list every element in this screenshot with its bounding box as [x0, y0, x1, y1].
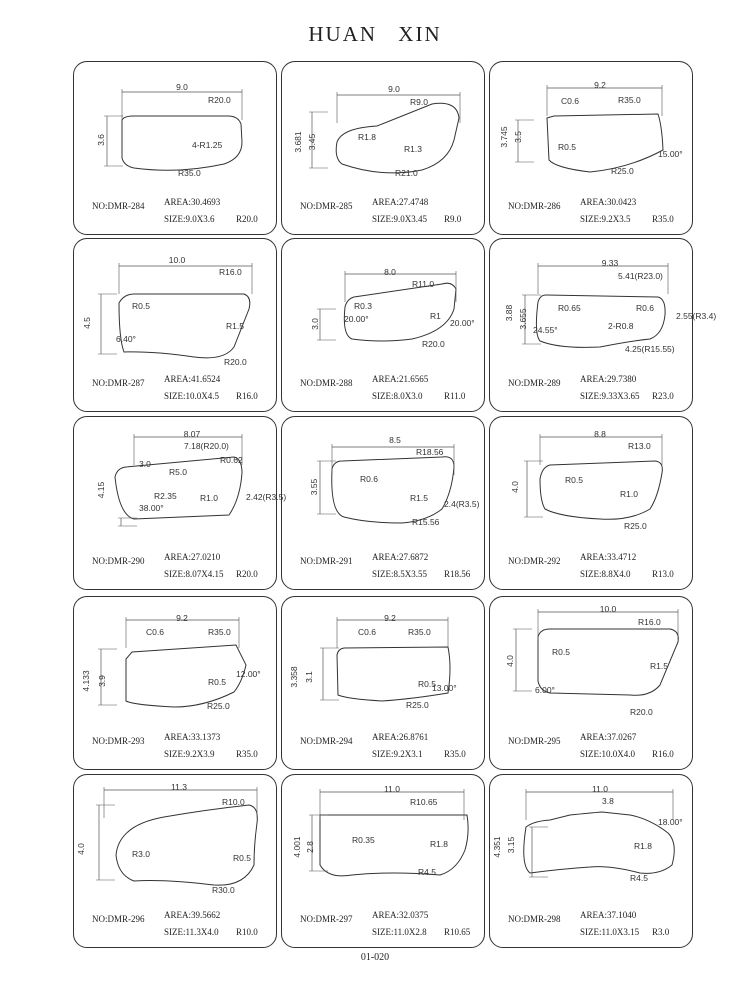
part-radius: R9.0 — [444, 214, 462, 224]
part-radius: R11.0 — [444, 391, 466, 401]
part-card — [73, 238, 277, 412]
dimension-label: 20.00° — [450, 318, 475, 328]
dimension-label: 3.88 — [504, 304, 514, 322]
dimension-label: R20.0 — [630, 707, 653, 717]
dimension-label: 4.0 — [510, 481, 520, 493]
part-number: NO:DMR-293 — [92, 736, 145, 746]
part-card — [73, 774, 277, 948]
part-outline — [126, 645, 246, 707]
dimension-label: 6.00° — [535, 685, 555, 695]
part-number: NO:DMR-290 — [92, 556, 145, 566]
part-size: SIZE:8.8X4.0 — [580, 569, 631, 579]
part-drawing — [282, 62, 486, 192]
dimension-label: 24.55° — [533, 325, 558, 335]
dimension-label: 9.33 — [601, 258, 619, 268]
part-radius: R23.0 — [652, 391, 674, 401]
part-card — [489, 61, 693, 235]
dimension-label: 3.681 — [293, 131, 303, 153]
dimension-label: R1 — [430, 311, 441, 321]
part-radius: R20.0 — [236, 214, 258, 224]
dimension-label: 3.655 — [518, 308, 528, 330]
part-drawing — [282, 417, 486, 547]
part-area: AREA:27.6872 — [372, 552, 429, 562]
part-size: SIZE:11.0X3.15 — [580, 927, 640, 937]
part-radius: R10.65 — [444, 927, 471, 937]
part-outline — [540, 461, 662, 519]
dimension-label: 4.5 — [82, 317, 92, 329]
dimension-label: R0.62 — [220, 455, 243, 465]
dimension-label: R1.5 — [226, 321, 244, 331]
part-size: SIZE:11.3X4.0 — [164, 927, 219, 937]
dimension-label: 12.00° — [236, 669, 261, 679]
part-size: SIZE:9.2X3.1 — [372, 749, 423, 759]
dimension-label: R0.6 — [636, 303, 654, 313]
dimension-label: R10.65 — [410, 797, 438, 807]
dimension-label: R21.0 — [395, 168, 418, 178]
dimension-label: R0.5 — [552, 647, 570, 657]
part-drawing — [282, 775, 486, 905]
dimension-label: R10.0 — [222, 797, 245, 807]
part-size: SIZE:11.0X2.8 — [372, 927, 427, 937]
part-area: AREA:33.1373 — [164, 732, 221, 742]
part-area: AREA:27.0210 — [164, 552, 221, 562]
part-radius: R3.0 — [652, 927, 670, 937]
dimension-label: 8.8 — [594, 429, 606, 439]
part-area: AREA:29.7380 — [580, 374, 637, 384]
part-number: NO:DMR-292 — [508, 556, 561, 566]
part-drawing — [490, 775, 694, 905]
dimension-label: 4.0 — [76, 843, 86, 855]
dimension-label: 8.5 — [389, 435, 401, 445]
dimension-label: R1.8 — [634, 841, 652, 851]
part-size: SIZE:8.0X3.0 — [372, 391, 423, 401]
part-drawing — [490, 597, 694, 727]
dimension-label: R0.35 — [352, 835, 375, 845]
dimension-label: 38.00° — [139, 503, 164, 513]
dimension-label: 3.0 — [139, 459, 151, 469]
part-number: NO:DMR-297 — [300, 914, 353, 924]
dimension-label: R15.56 — [412, 517, 440, 527]
part-outline — [116, 805, 257, 885]
dimension-label: C0.6 — [358, 627, 376, 637]
part-area: AREA:27.4748 — [372, 197, 429, 207]
part-area: AREA:33.4712 — [580, 552, 637, 562]
dimension-label: R0.3 — [354, 301, 372, 311]
part-card — [281, 774, 485, 948]
part-radius: R18.56 — [444, 569, 471, 579]
dimension-label: 10.0 — [168, 255, 186, 265]
dimension-label: 2-R0.8 — [608, 321, 634, 331]
part-number: NO:DMR-295 — [508, 736, 561, 746]
part-area: AREA:26.8761 — [372, 732, 429, 742]
dimension-label: R1.0 — [200, 493, 218, 503]
dimension-label: 18.00° — [658, 817, 683, 827]
part-size: SIZE:9.33X3.65 — [580, 391, 640, 401]
dimension-label: 3.9 — [97, 675, 107, 687]
part-drawing — [74, 417, 287, 547]
dimension-label: 9.2 — [176, 613, 188, 623]
dimension-label: 3.5 — [513, 131, 523, 143]
dimension-label: R35.0 — [618, 95, 641, 105]
part-area: AREA:37.0267 — [580, 732, 637, 742]
dimension-label: R35.0 — [408, 627, 431, 637]
part-card — [489, 596, 693, 770]
dimension-label: 3.745 — [499, 126, 509, 148]
part-card — [73, 416, 287, 590]
dimension-label: R1.8 — [358, 132, 376, 142]
dimension-label: R30.0 — [212, 885, 235, 895]
dimension-label: R13.0 — [628, 441, 651, 451]
part-drawing — [282, 597, 486, 727]
dimension-label: 11.3 — [171, 782, 187, 792]
dimension-label: 4.001 — [292, 836, 302, 858]
part-area: AREA:37.1040 — [580, 910, 637, 920]
dimension-label: R35.0 — [208, 627, 231, 637]
part-drawing — [74, 597, 278, 727]
part-number: NO:DMR-289 — [508, 378, 561, 388]
dimension-label: 2.42(R3.5) — [246, 492, 287, 502]
part-card — [281, 238, 485, 412]
dimension-label: R0.5 — [233, 853, 251, 863]
dimension-label: R5.0 — [169, 467, 187, 477]
dimension-label: R25.0 — [611, 166, 634, 176]
part-size: SIZE:9.2X3.5 — [580, 214, 631, 224]
part-area: AREA:39.5662 — [164, 910, 221, 920]
part-drawing — [490, 417, 694, 547]
dimension-label: 4.133 — [81, 670, 91, 692]
dimension-label: R25.0 — [406, 700, 429, 710]
dimension-label: R0.5 — [418, 679, 436, 689]
dimension-label: 9.2 — [594, 80, 606, 90]
dimension-label: R1.8 — [430, 839, 448, 849]
part-radius: R20.0 — [236, 569, 258, 579]
dimension-label: R1.0 — [620, 489, 638, 499]
dimension-label: R0.5 — [132, 301, 150, 311]
dimension-label: 15.00° — [658, 149, 683, 159]
dimension-label: 4.25(R15.55) — [625, 344, 675, 354]
part-number: NO:DMR-298 — [508, 914, 561, 924]
dimension-label: 3.55 — [309, 478, 319, 496]
dimension-label: 4-R1.25 — [192, 140, 223, 150]
dimension-label: 3.0 — [310, 318, 320, 330]
part-outline — [122, 116, 242, 170]
dimension-label: R3.0 — [132, 849, 150, 859]
dimension-label: R25.0 — [624, 521, 647, 531]
dimension-label: R20.0 — [422, 339, 445, 349]
dimension-label: C0.6 — [146, 627, 164, 637]
dimension-label: 4.0 — [505, 655, 515, 667]
part-number: NO:DMR-285 — [300, 201, 353, 211]
part-size: SIZE:8.07X4.15 — [164, 569, 224, 579]
part-area: AREA:32.0375 — [372, 910, 429, 920]
part-drawing — [74, 239, 278, 369]
part-card — [281, 61, 485, 235]
part-drawing — [74, 775, 278, 905]
part-card — [73, 596, 277, 770]
dimension-label: R11.0 — [412, 279, 435, 289]
dimension-label: R1.5 — [650, 661, 668, 671]
dimension-label: R35.0 — [178, 168, 201, 178]
dimension-label: 13.00° — [432, 683, 457, 693]
part-drawing — [282, 239, 486, 369]
dimension-label: 2.55(R3.4) — [676, 311, 717, 321]
dimension-label: R25.0 — [207, 701, 230, 711]
part-number: NO:DMR-294 — [300, 736, 353, 746]
dimension-label: 3.45 — [307, 133, 317, 151]
dimension-label: 9.2 — [384, 613, 396, 623]
dimension-label: R4.5 — [418, 867, 436, 877]
part-size: SIZE:9.0X3.6 — [164, 214, 215, 224]
dimension-label: 9.0 — [388, 84, 400, 94]
dimension-label: R18.56 — [416, 447, 444, 457]
dimension-label: 3.1 — [304, 671, 314, 683]
page-title: HUAN XIN — [308, 22, 442, 46]
dimension-label: R16.0 — [219, 267, 242, 277]
part-size: SIZE:9.2X3.9 — [164, 749, 215, 759]
part-number: NO:DMR-287 — [92, 378, 145, 388]
dimension-label: R2.35 — [154, 491, 177, 501]
part-card — [489, 774, 693, 948]
dimension-label: 6.40° — [116, 334, 136, 344]
dimension-label: 8.0 — [384, 267, 396, 277]
dimension-label: 11.0 — [592, 784, 608, 794]
part-number: NO:DMR-288 — [300, 378, 353, 388]
dimension-label: R9.0 — [410, 97, 428, 107]
dimension-label: 11.0 — [384, 784, 400, 794]
dimension-label: R0.65 — [558, 303, 581, 313]
dimension-label: R0.5 — [208, 677, 226, 687]
part-radius: R35.0 — [652, 214, 674, 224]
part-radius: R16.0 — [236, 391, 258, 401]
part-area: AREA:30.4693 — [164, 197, 221, 207]
part-drawing — [74, 62, 278, 192]
part-outline — [336, 103, 459, 173]
dimension-label: 10.0 — [599, 604, 617, 614]
part-number: NO:DMR-291 — [300, 556, 353, 566]
part-number: NO:DMR-286 — [508, 201, 561, 211]
dimension-label: 3.358 — [289, 666, 299, 688]
part-outline — [332, 457, 454, 523]
dimension-label: 5.41(R23.0) — [618, 271, 663, 281]
dimension-label: R20.0 — [208, 95, 231, 105]
dimension-label: 7.18(R20.0) — [184, 441, 229, 451]
part-card — [489, 238, 717, 412]
part-card — [281, 596, 485, 770]
part-radius: R16.0 — [652, 749, 674, 759]
dimension-label: R0.5 — [565, 475, 583, 485]
part-card — [281, 416, 485, 590]
dimension-label: 3.15 — [506, 836, 516, 854]
dimension-label: R4.5 — [630, 873, 648, 883]
part-radius: R35.0 — [236, 749, 258, 759]
part-radius: R13.0 — [652, 569, 674, 579]
part-radius: R10.0 — [236, 927, 258, 937]
part-area: AREA:21.6565 — [372, 374, 429, 384]
dimension-label: 20.00° — [344, 314, 369, 324]
dimension-label: 3.6 — [96, 134, 106, 146]
page-number: 01-020 — [360, 952, 390, 963]
part-card — [73, 61, 277, 235]
dimension-label: 2.8 — [305, 841, 315, 853]
dimension-label: R1.3 — [404, 144, 422, 154]
dimension-label: R0.6 — [360, 474, 378, 484]
dimension-label: 4.351 — [492, 836, 502, 858]
part-radius: R35.0 — [444, 749, 466, 759]
part-number: NO:DMR-296 — [92, 914, 145, 924]
part-size: SIZE:9.0X3.45 — [372, 214, 427, 224]
dimension-label: 9.0 — [176, 82, 188, 92]
part-number: NO:DMR-284 — [92, 201, 145, 211]
dimension-label: 4.15 — [96, 481, 106, 499]
dimension-label: R16.0 — [638, 617, 661, 627]
part-drawing — [490, 239, 717, 369]
dimension-label: 3.8 — [602, 796, 614, 806]
part-drawing — [490, 62, 694, 192]
dimension-label: R20.0 — [224, 357, 247, 367]
part-area: AREA:30.0423 — [580, 197, 637, 207]
dimension-label: 8.07 — [183, 429, 201, 439]
part-size: SIZE:8.5X3.55 — [372, 569, 427, 579]
dimension-label: R1.5 — [410, 493, 428, 503]
part-size: SIZE:10.0X4.0 — [580, 749, 635, 759]
part-area: AREA:41.6524 — [164, 374, 221, 384]
part-size: SIZE:10.0X4.5 — [164, 391, 219, 401]
dimension-label: R0.5 — [558, 142, 576, 152]
dimension-label: 2.4(R3.5) — [444, 499, 480, 509]
part-card — [489, 416, 693, 590]
dimension-label: C0.6 — [561, 96, 579, 106]
